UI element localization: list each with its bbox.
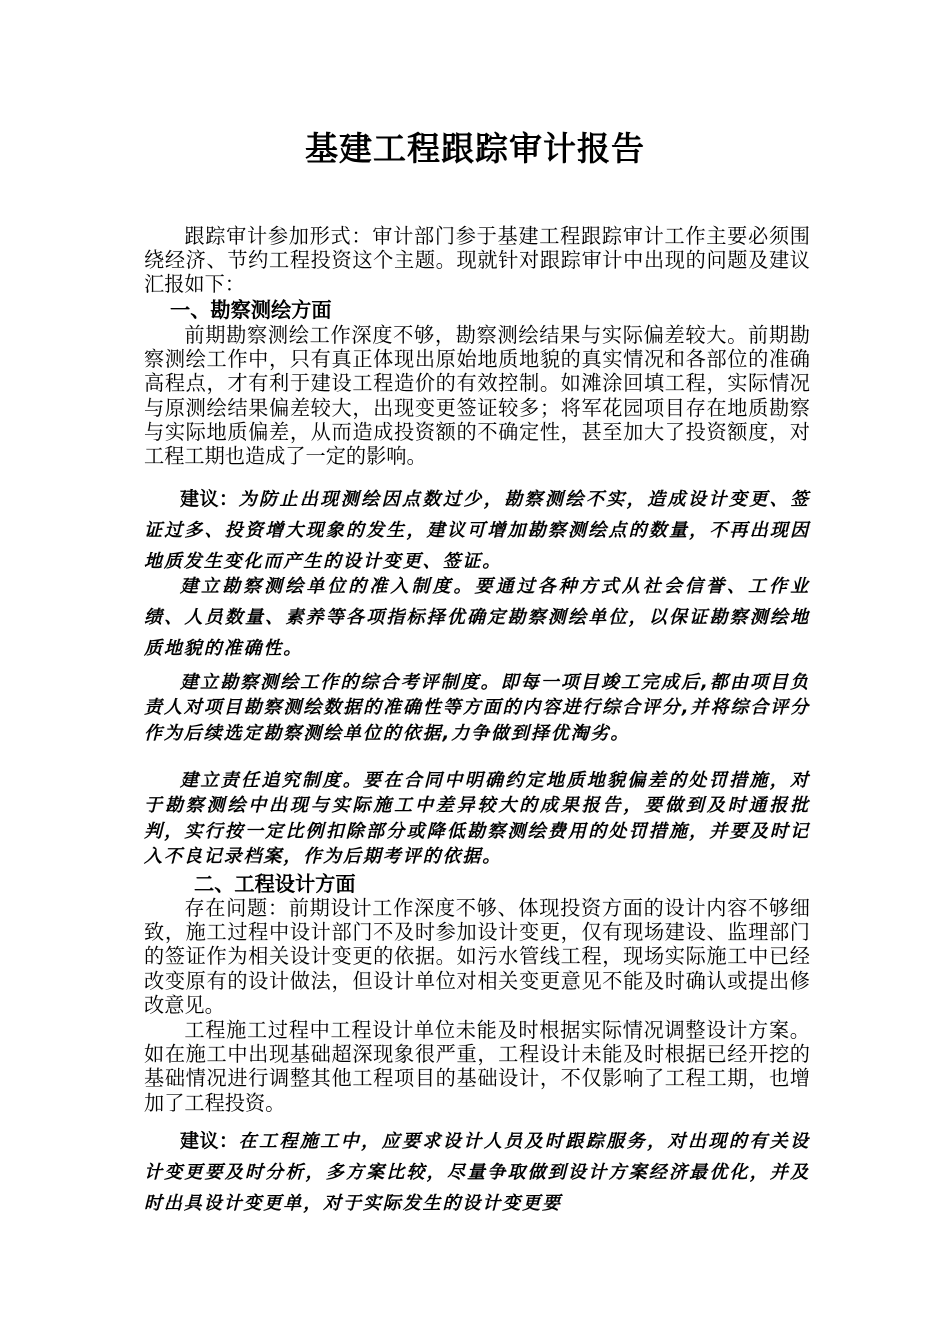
document-title: 基建工程跟踪审计报告 [305, 129, 645, 168]
section2-suggestion-lead: 建议： [180, 1130, 239, 1152]
section1-suggestion-paragraph [144, 484, 810, 577]
section2-suggestion-paragraph [144, 1126, 810, 1219]
intro-paragraph: 跟踪审计参加形式：审计部门参于基建工程跟踪审计工作主要必须围绕经济、节约工程投资这个主题。现就针对跟踪审计中出现的问题及建议汇报如下： [144, 224, 810, 297]
section2-issue-paragraph-2: 工程施工过程中工程设计单位未能及时根据实际情况调整设计方案。如在施工中出现基础超深现象很严重，工程设计未能及时根据已经开挖的基础情况进行调整其他工程项目的基础设计，不仅影响了工程工期，也增加了工程投资。 [144, 1018, 810, 1115]
section1-measure-access: 建立勘察测绘单位的准入制度。要通过各种方式从社会信誉、工作业绩、人员数量、素养等各项指标择优确定勘察测绘单位，以保证勘察测绘地质地貌的准确性。 [144, 576, 810, 659]
section1-issue-paragraph: 前期勘察测绘工作深度不够，勘察测绘结果与实际偏差较大。前期勘察测绘工作中，只有真正体现出原始地质地貌的真实情况和各部位的准确高程点，才有利于建设工程造价的有效控制。如滩涂回填工程，实际情况与原测绘结果偏差较大，出现变更签证较多；将军花园项目存在地质勘察与实际地质偏差，从而造成投资额的不确定性，甚至加大了投资额度，对工程工期也造成了一定的影响。 [144, 323, 810, 469]
section1-measure-accountability: 建立责任追究制度。要在合同中明确约定地质地貌偏差的处罚措施，对于勘察测绘中出现与实际施工中差异较大的成果报告，要做到及时通报批判，实行按一定比例扣除部分或降低勘察测绘费用的处罚措施，并要及时记入不良记录档案，作为后期考评的依据。 [144, 770, 810, 867]
section2-issue-paragraph-1: 存在问题：前期设计工作深度不够、体现投资方面的设计内容不够细致，施工过程中设计部门不及时参加设计变更，仅有现场建设、监理部门的签证作为相关设计变更的依据。如污水管线工程，现场实际施工中已经改变原有的设计做法，但设计单位对相关变更意见不能及时确认或提出修改意见。 [144, 896, 810, 1017]
section2-heading: 二、工程设计方面 [194, 872, 356, 896]
section2-suggestion-text: 在工程施工中，应要求设计人员及时跟踪服务，对出现的有关设计变更要及时分析，多方案比较，尽量争取做到设计方案经济最优化，并及时出具设计变更单，对于实际发生的设计变更要 [144, 1131, 810, 1214]
section1-suggestion-text: 为防止出现测绘因点数过少，勘察测绘不实，造成设计变更、签证过多、投资增大现象的发生，建议可增加勘察测绘点的数量，不再出现因地质发生变化而产生的设计变更、签证。 [144, 489, 810, 572]
section1-measure-evaluation: 建立勘察测绘工作的综合考评制度。即每一项目竣工完成后,都由项目负责人对项目勘察测绘数据的准确性等方面的内容进行综合评分,并将综合评分作为后续选定勘察测绘单位的依据,力争做到择优淘劣。 [144, 672, 810, 744]
section1-heading: 一、勘察测绘方面 [170, 298, 332, 322]
section1-suggestion-lead: 建议： [180, 488, 239, 510]
